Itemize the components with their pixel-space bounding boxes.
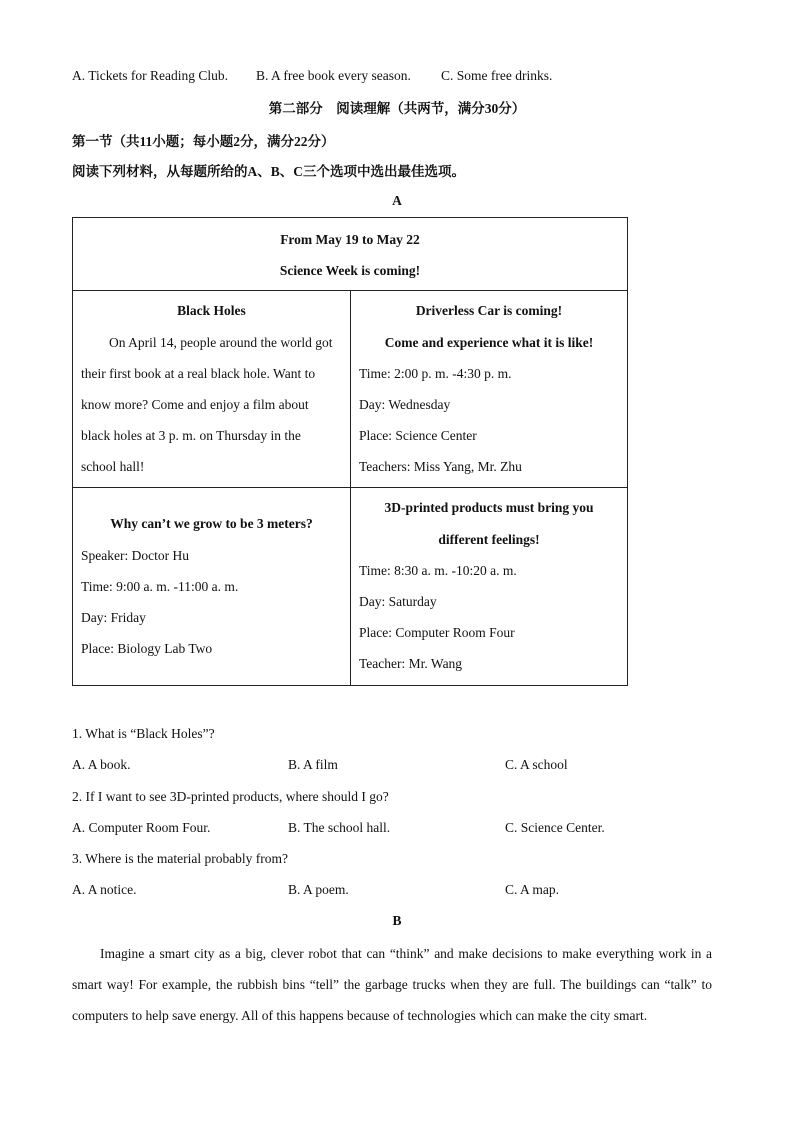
- q2-option-c: C. Science Center.: [505, 820, 605, 835]
- section-instruction: 阅读下列材料，从每题所给的A、B、C三个选项中选出最佳选项。: [72, 164, 466, 179]
- notice-headline: Science Week is coming!: [279, 263, 421, 279]
- q1-option-c: C. A school: [505, 757, 568, 772]
- black-holes-line-4: black holes at 3 p. m. on Thursday in the: [81, 428, 301, 444]
- prev-option-a: A. Tickets for Reading Club.: [72, 68, 229, 83]
- grow-tall-place: Place: Biology Lab Two: [81, 641, 213, 657]
- black-holes-line-5: school hall!: [81, 459, 145, 475]
- black-holes-line-2: their first book at a real black hole. Want to: [81, 365, 316, 381]
- driverless-car-day: Day: Wednesday: [359, 397, 451, 413]
- q1-option-b: B. A film: [288, 757, 338, 772]
- 3d-printing-title-cont: different feelings!: [438, 531, 540, 547]
- question-3: 3. Where is the material probably from?: [72, 851, 289, 866]
- q2-option-b: B. The school hall.: [288, 820, 391, 835]
- notice-cell-black-holes: [73, 291, 351, 488]
- black-holes-line-1: On April 14, people around the world got: [109, 334, 333, 350]
- driverless-car-time: Time: 2:00 p. m. -4:30 p. m.: [359, 365, 512, 381]
- driverless-car-title: Driverless Car is coming!: [415, 303, 563, 319]
- 3d-printing-title: 3D-printed products must bring you: [384, 500, 594, 516]
- 3d-printing-day: Day: Saturday: [359, 594, 437, 610]
- black-holes-line-3: know more? Come and enjoy a film about: [81, 397, 309, 413]
- grow-tall-title: Why can’t we grow to be 3 meters?: [110, 516, 313, 532]
- section-subtitle: 第一节（共11小题；每小题2分，满分22分）: [72, 134, 335, 149]
- q3-option-b: B. A poem.: [288, 882, 349, 897]
- grow-tall-speaker: Speaker: Doctor Hu: [81, 547, 189, 563]
- driverless-car-subtitle: Come and experience what it is like!: [384, 334, 594, 350]
- driverless-car-teachers: Teachers: Miss Yang, Mr. Zhu: [359, 459, 522, 475]
- notice-header: [73, 218, 628, 291]
- 3d-printing-time: Time: 8:30 a. m. -10:20 a. m.: [359, 562, 517, 578]
- passage-b-label: B: [392, 913, 402, 928]
- black-holes-title: Black Holes: [177, 303, 246, 319]
- q3-option-a: A. A notice.: [72, 882, 137, 897]
- science-week-notice-table: [72, 217, 628, 686]
- passage-b-paragraph: Imagine a smart city as a big, clever robot that can “think” and make decisions to make everything work in a smart way! For example, the rubbish bins “tell” the garbage trucks when they are full. The buildings can “talk” to computers to help save energy. All of this happens because of technologies which can make the city smart.: [72, 946, 712, 1024]
- notice-cell-3d-printing: [351, 488, 628, 686]
- question-2: 2. If I want to see 3D-printed products, where should I go?: [72, 789, 389, 804]
- question-1: 1. What is “Black Holes”?: [72, 726, 215, 741]
- grow-tall-time: Time: 9:00 a. m. -11:00 a. m.: [81, 578, 239, 594]
- 3d-printing-place: Place: Computer Room Four: [359, 625, 515, 641]
- notice-cell-grow-tall: [73, 488, 351, 686]
- grow-tall-day: Day: Friday: [81, 610, 146, 626]
- notice-date-range: From May 19 to May 22: [280, 232, 420, 247]
- section-title: 第二部分 阅读理解（共两节，满分30分）: [268, 101, 526, 116]
- q3-option-c: C. A map.: [505, 882, 560, 897]
- notice-cell-driverless-car: [351, 291, 628, 488]
- passage-a-label: A: [392, 193, 402, 208]
- driverless-car-place: Place: Science Center: [359, 428, 477, 444]
- prev-option-b: B. A free book every season.: [256, 68, 411, 83]
- q2-option-a: A. Computer Room Four.: [72, 820, 211, 835]
- 3d-printing-teacher: Teacher: Mr. Wang: [359, 656, 463, 672]
- q1-option-a: A. A book.: [72, 757, 131, 772]
- prev-option-c: C. Some free drinks.: [441, 68, 553, 83]
